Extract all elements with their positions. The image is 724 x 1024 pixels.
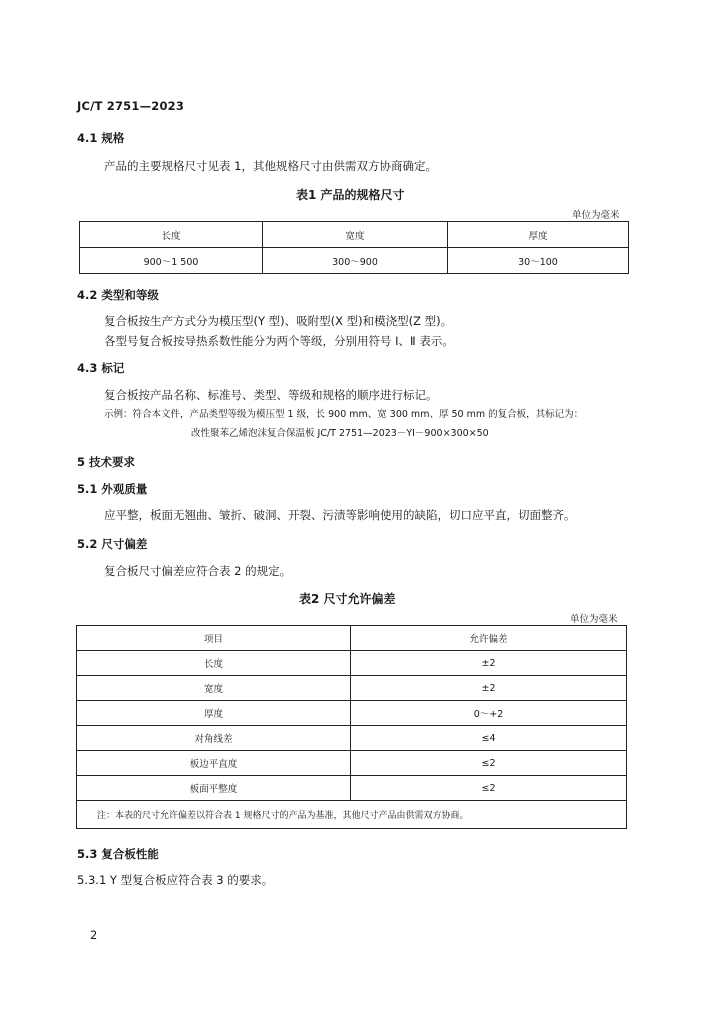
table2-cell: ±2 [351, 676, 627, 701]
table2 [76, 625, 627, 829]
table2-caption: 表2 尺寸允许偏差 [299, 592, 396, 606]
table2-cell: 长度 [77, 651, 351, 676]
document-header: JC/T 2751—2023 [77, 99, 185, 113]
table2-cell: 厚度 [77, 701, 351, 726]
marking-string: 改性聚苯乙烯泡沫复合保温板 JC/T 2751—2023－YⅠ－900×300×50 [191, 428, 489, 439]
table1-header-row [80, 222, 629, 248]
section-5-2-text: 复合板尺寸偏差应符合表 2 的规定。 [104, 564, 292, 578]
table1-cell: 300～900 [263, 248, 448, 274]
table2-cell: ±2 [351, 651, 627, 676]
table1-header-cell: 长度 [80, 222, 263, 248]
section-4-1-text: 产品的主要规格尺寸见表 1，其他规格尺寸由供需双方协商确定。 [104, 159, 437, 173]
section-4-1-title: 4.1 规格 [77, 131, 125, 145]
table2-cell: 板边平直度 [77, 751, 351, 776]
table2-unit: 单位为毫米 [570, 614, 618, 625]
table2-cell: 0～+2 [351, 701, 627, 726]
section-5-1-text: 应平整，板面无翘曲、皱折、破洞、开裂、污渍等影响使用的缺陷，切口应平直，切面整齐。 [104, 508, 576, 522]
section-4-2-title: 4.2 类型和等级 [77, 288, 159, 302]
section-5-2-title: 5.2 尺寸偏差 [77, 537, 148, 551]
table-row [77, 651, 627, 676]
table2-cell: 对角线差 [77, 726, 351, 751]
section-5-title: 5 技术要求 [77, 455, 136, 469]
table-row [77, 776, 627, 801]
section-4-2-line: 各型号复合板按导热系数性能分为两个等级，分别用符号 Ⅰ、Ⅱ 表示。 [104, 334, 454, 348]
table2-cell: ≤2 [351, 751, 627, 776]
table2-cell: 宽度 [77, 676, 351, 701]
page-number: 2 [90, 928, 98, 942]
section-5-3-title: 5.3 复合板性能 [77, 847, 159, 861]
marking-example: 示例：符合本文件，产品类型等级为模压型 1 级，长 900 mm、宽 300 mm、厚 50 mm 的复合板，其标记为： [104, 409, 584, 420]
table2-header-cell: 允许偏差 [351, 626, 627, 651]
table-row [77, 676, 627, 701]
table2-note-row [77, 801, 627, 829]
table2-cell: ≤2 [351, 776, 627, 801]
section-5-3-1-text: 5.3.1 Y 型复合板应符合表 3 的要求。 [77, 873, 274, 887]
table2-cell: 板面平整度 [77, 776, 351, 801]
table1-cell: 30～100 [448, 248, 629, 274]
section-4-2-line: 复合板按生产方式分为模压型(Y 型)、吸附型(X 型)和模浇型(Z 型)。 [104, 314, 453, 328]
table1-unit: 单位为毫米 [572, 210, 620, 221]
table2-cell: ≤4 [351, 726, 627, 751]
section-5-1-title: 5.1 外观质量 [77, 482, 148, 496]
table-row [77, 726, 627, 751]
table1-header-cell: 厚度 [448, 222, 629, 248]
table2-header-cell: 项目 [77, 626, 351, 651]
table-row [77, 751, 627, 776]
table1-cell: 900～1 500 [80, 248, 263, 274]
section-4-3-text: 复合板按产品名称、标准号、类型、等级和规格的顺序进行标记。 [104, 388, 438, 402]
table2-note: 注：本表的尺寸允许偏差以符合表 1 规格尺寸的产品为基准，其他尺寸产品由供需双方协商。 [77, 801, 627, 829]
table-row [80, 248, 629, 274]
section-4-3-title: 4.3 标记 [77, 361, 125, 375]
table1-caption: 表1 产品的规格尺寸 [296, 188, 405, 202]
table-row [77, 701, 627, 726]
table1 [79, 221, 629, 274]
table2-header-row [77, 626, 627, 651]
table1-header-cell: 宽度 [263, 222, 448, 248]
